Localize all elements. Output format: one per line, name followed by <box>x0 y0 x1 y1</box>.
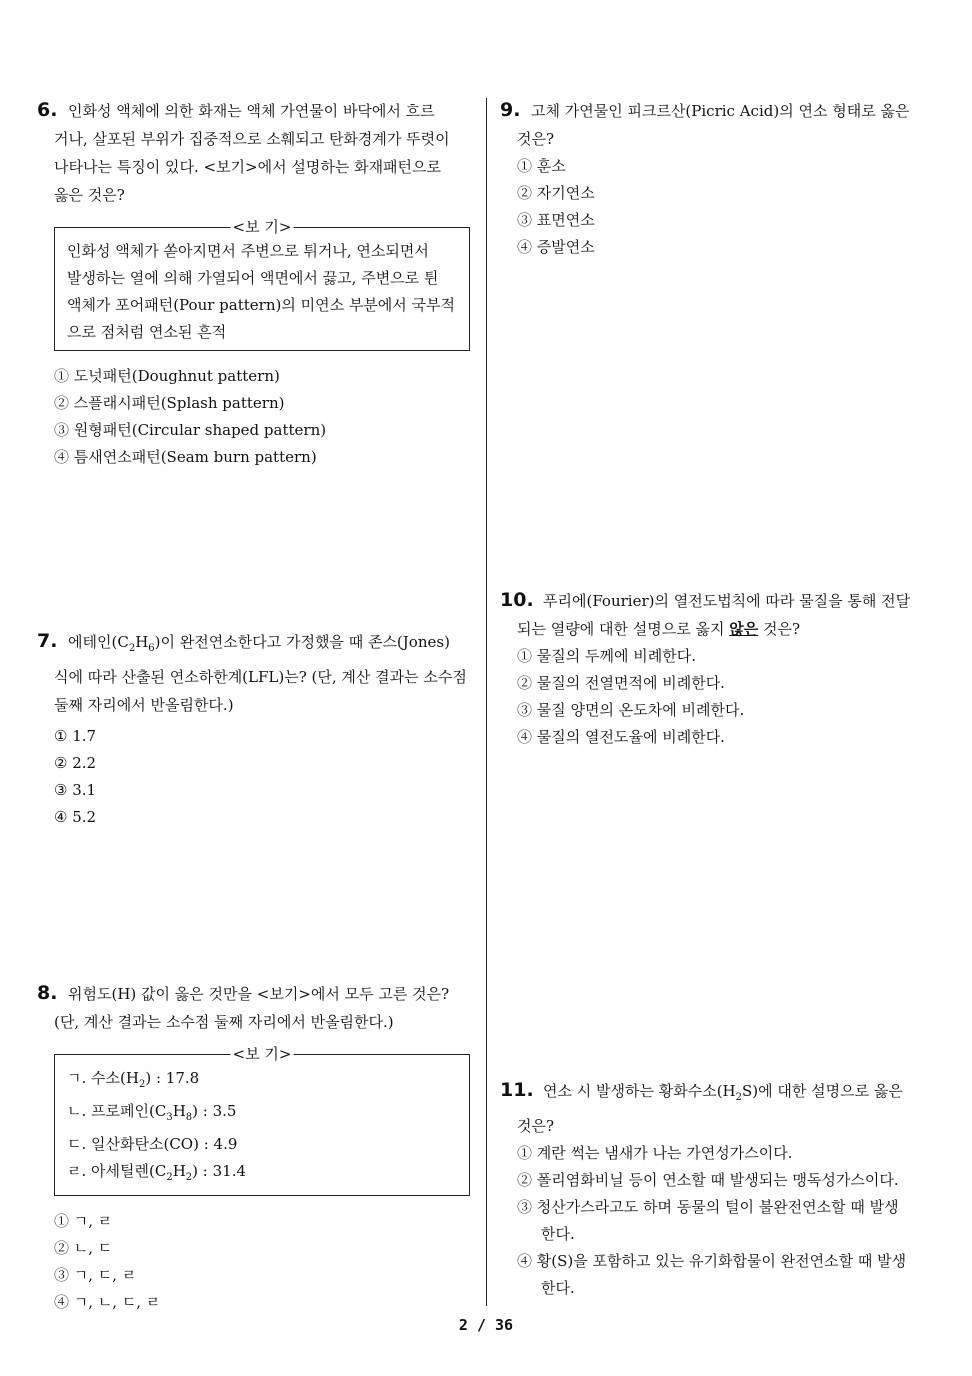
question-text: 되는 열량에 대한 설명으로 옳지 않은 것은? <box>517 620 800 638</box>
example-text: 발생하는 열에 의해 가열되어 액면에서 끓고, 주변으로 튄 <box>67 269 439 287</box>
option-1: ① ㄱ, ㄹ <box>54 1212 113 1230</box>
option-2: ② 자기연소 <box>517 184 595 202</box>
question-9 <box>500 97 937 261</box>
question-text: 에테인$(C_2H_6)$이 완전연소한다고 가정했을 때 존스(Jones) <box>68 633 450 654</box>
option-4: ④ 증발연소 <box>517 238 595 256</box>
option-4: ④ 황(S)을 포함하고 있는 유기화합물이 완전연소할 때 발생 <box>517 1252 907 1270</box>
question-text: (단, 계산 결과는 소수점 둘째 자리에서 반올림한다.) <box>54 1013 394 1031</box>
question-text: 나타나는 특징이 있다. <보기>에서 설명하는 화재패턴으로 <box>54 158 442 176</box>
question-text: 것은? <box>517 1117 555 1135</box>
option-1: ① 물질의 두께에 비례한다. <box>517 647 696 665</box>
option-1: ① 도넛패턴(Doughnut pattern) <box>54 367 280 385</box>
page-number: 2 / 36 <box>458 1316 514 1334</box>
example-text: 인화성 액체가 쏟아지면서 주변으로 튀거나, 연소되면서 <box>67 242 429 260</box>
example-text: 액체가 포어패턴(Pour pattern)의 미연소 부분에서 국부적 <box>67 296 456 314</box>
question-text: 고체 가연물인 피크르산(Picric Acid)의 연소 형태로 옳은 <box>531 102 910 120</box>
option-1: ① 훈소 <box>517 157 566 175</box>
example-box-title: <보 기> <box>232 218 292 236</box>
option-2: ② ㄴ, ㄷ <box>54 1239 113 1257</box>
option-3-continued: 한다. <box>541 1225 575 1243</box>
question-text: 푸리에(Fourier)의 열전도법칙에 따라 물질을 통해 전달 <box>543 592 911 610</box>
example-item: ㄱ. 수소$(H_2)$ : 17.8 <box>67 1069 200 1090</box>
example-box-title: <보 기> <box>232 1045 292 1063</box>
column-divider <box>486 98 487 1306</box>
example-item: ㄹ. 아세틸렌$(C_2H_2)$ : 31.4 <box>67 1162 247 1183</box>
question-number: 7. <box>37 630 58 652</box>
option-4: ④ 물질의 열전도율에 비례한다. <box>517 728 725 746</box>
question-number: 8. <box>37 982 58 1004</box>
question-number: 10. <box>500 589 534 611</box>
example-box <box>54 1045 470 1196</box>
option-2: ② 2.2 <box>54 754 97 772</box>
option-4: ④ ㄱ, ㄴ, ㄷ, ㄹ <box>54 1293 161 1311</box>
option-3: ③ 물질 양면의 온도차에 비례한다. <box>517 701 745 719</box>
question-6 <box>37 97 472 471</box>
question-text: 거나, 살포된 부위가 집중적으로 소훼되고 탄화경계가 뚜렷이 <box>54 130 450 148</box>
option-3: ③ 표면연소 <box>517 211 595 229</box>
option-2: ② 폴리염화비닐 등이 연소할 때 발생되는 맹독성가스이다. <box>517 1171 899 1189</box>
example-item: ㄷ. 일산화탄소(CO) : 4.9 <box>67 1135 238 1153</box>
option-3: ③ 원형패턴(Circular shaped pattern) <box>54 421 327 439</box>
option-4-continued: 한다. <box>541 1279 575 1297</box>
question-text: 위험도(H) 값이 옳은 것만을 <보기>에서 모두 고른 것은? <box>68 985 450 1003</box>
option-3: ③ 청산가스라고도 하며 동물의 털이 불완전연소할 때 발생 <box>517 1198 899 1216</box>
question-text: 식에 따라 산출된 연소하한계(LFL)는? (단, 계산 결과는 소수점 <box>54 668 467 686</box>
question-11 <box>500 1077 937 1302</box>
example-box <box>54 218 470 351</box>
question-7 <box>37 628 472 831</box>
option-3: ③ ㄱ, ㄷ, ㄹ <box>54 1266 137 1284</box>
question-8 <box>37 980 472 1316</box>
option-4: ④ 5.2 <box>54 808 97 826</box>
question-text: 연소 시 발생하는 황화수소$(H_2S)$에 대한 설명으로 옳은 <box>543 1082 903 1103</box>
example-item: ㄴ. 프로페인$(C_3H_8)$ : 3.5 <box>67 1102 237 1123</box>
option-3: ③ 3.1 <box>54 781 97 799</box>
question-text: 옳은 것은? <box>54 186 125 204</box>
question-number: 6. <box>37 99 58 121</box>
option-1: ① 계란 썩는 냄새가 나는 가연성가스이다. <box>517 1144 793 1162</box>
question-number: 9. <box>500 99 521 121</box>
question-text: 것은? <box>517 130 555 148</box>
question-10 <box>500 587 937 751</box>
question-text: 인화성 액체에 의한 화재는 액체 가연물이 바닥에서 흐르 <box>68 102 435 120</box>
question-number: 11. <box>500 1079 534 1101</box>
option-2: ② 스플래시패턴(Splash pattern) <box>54 394 285 412</box>
question-text: 둘째 자리에서 반올림한다.) <box>54 696 234 714</box>
emphasis-not: 않은 <box>729 620 759 638</box>
option-4: ④ 틈새연소패턴(Seam burn pattern) <box>54 448 317 466</box>
example-text: 으로 점처럼 연소된 흔적 <box>67 323 227 341</box>
option-1: ① 1.7 <box>54 727 97 745</box>
option-2: ② 물질의 전열면적에 비례한다. <box>517 674 725 692</box>
